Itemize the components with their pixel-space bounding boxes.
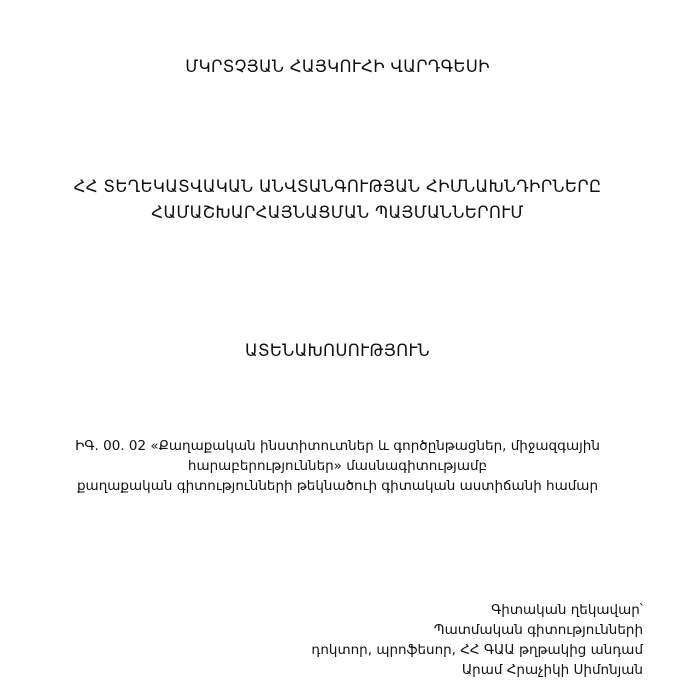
specialty-line-1: ԻԳ. 00. 02 «Քաղաքական ինստիտուտներ և գործընթացներ, միջազգային [75, 438, 600, 454]
thesis-title [0, 174, 675, 226]
thesis-title-line-2: ՀԱՄԱՇԽԱՐՀԱՅՆԱՑՄԱՆ ՊԱՅՄԱՆՆԵՐՈՒՄ [151, 203, 524, 222]
supervisor-line-4: Արամ Հրաչիկի Սիմոնյան [461, 662, 643, 678]
author-name: ՄԿՐՏՉՅԱՆ ՀԱՅԿՈՒՀԻ ՎԱՐԴԳԵՍԻ [185, 57, 490, 76]
supervisor-block [311, 600, 643, 680]
thesis-title-line-1: ՀՀ ՏԵՂԵԿԱՏՎԱԿԱՆ ԱՆՎՏԱՆԳՈՒԹՅԱՆ ՀԻՄՆԱԽՆԴԻՐՆԵՐԸ [73, 177, 602, 196]
document-type: ԱՏԵՆԱԽՈՍՈՒԹՅՈՒՆ [245, 341, 430, 360]
specialty-description [0, 436, 675, 496]
specialty-line-2: հարաբերություններ» մասնագիտությամբ [187, 458, 488, 474]
supervisor-line-3: դոկտոր, պրոֆեսոր, ՀՀ ԳԱԱ թղթակից անդամ [311, 642, 643, 658]
supervisor-line-1: Գիտական ղեկավար՝ [491, 602, 643, 618]
supervisor-line-2: Պատմական գիտությունների [433, 622, 643, 638]
specialty-line-3: քաղաքական գիտությունների թեկնածուի գիտական աստիճանի համար [76, 478, 599, 494]
